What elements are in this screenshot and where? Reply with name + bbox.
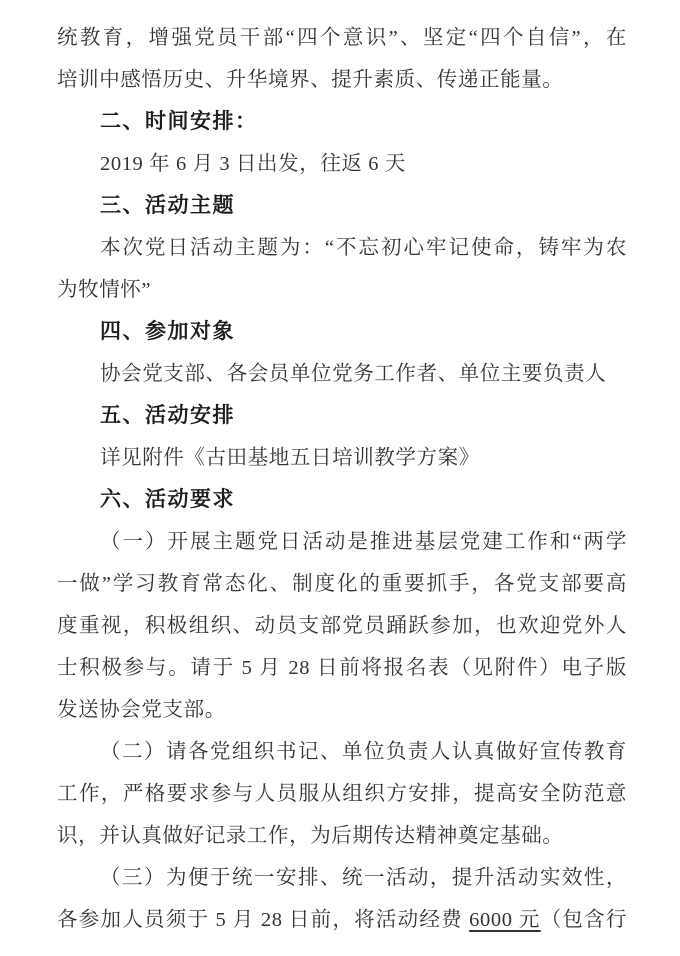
text-segment: 识，并认真做好记录工作，为后期传达精神奠定基础。 [57,825,564,847]
text-line [57,647,627,689]
text-segment: 2019 年 6 月 3 日出发，往返 6 天 [100,153,406,175]
text-segment: 三、活动主题 [100,194,235,217]
text-line [57,227,627,269]
text-line [57,605,627,647]
text-line [57,521,627,563]
text-line [57,773,627,815]
text-segment: （二）请各党组织书记、单位负责人认真做好宣传教育 [100,741,627,763]
text-segment: 统教育，增强党员干部“四个意识”、坚定“四个自信”，在 [57,27,627,49]
text-segment: 详见附件《古田基地五日培训教学方案》 [100,447,480,469]
text-segment: 本次党日活动主题为：“不忘初心牢记使命，铸牢为农 [100,237,627,259]
text-line [57,59,627,101]
text-segment: 为牧情怀” [57,279,152,301]
text-segment: 度重视，积极组织、动员支部党员踊跃参加，也欢迎党外人 [57,615,627,637]
section-heading [57,185,627,227]
text-segment: 四、参加对象 [100,320,235,343]
document-page-content [57,17,627,941]
text-line [57,731,627,773]
text-segment: （包含行 [540,909,627,931]
text-segment: （一）开展主题党日活动是推进基层党建工作和“两学 [100,531,627,553]
text-line [57,899,627,941]
text-line [57,563,627,605]
text-line [57,17,627,59]
text-line [57,143,627,185]
text-line [57,815,627,857]
section-heading [57,101,627,143]
text-line [57,353,627,395]
text-segment: 各参加人员须于 5 月 28 日前，将活动经费 [57,909,470,931]
text-line [57,269,627,311]
text-line [57,689,627,731]
text-segment: 二、时间安排： [100,110,258,133]
underlined-text: 6000 元 [469,909,541,931]
text-segment: 培训中感悟历史、升华境界、提升素质、传递正能量。 [57,69,564,91]
text-segment: 一做”学习教育常态化、制度化的重要抓手，各党支部要高 [57,573,627,595]
section-heading [57,311,627,353]
text-segment: 发送协会党支部。 [57,699,226,721]
text-line [57,437,627,479]
text-line [57,857,627,899]
section-heading [57,395,627,437]
text-segment: 六、活动要求 [100,488,235,511]
text-segment: 工作，严格要求参与人员服从组织方安排，提高安全防范意 [57,783,627,805]
section-heading [57,479,627,521]
text-segment: 五、活动安排 [100,404,235,427]
text-segment: 士积极参与。请于 5 月 28 日前将报名表（见附件）电子版 [57,657,627,679]
text-segment: 协会党支部、各会员单位党务工作者、单位主要负责人 [100,363,607,385]
text-segment: （三）为便于统一安排、统一活动，提升活动实效性， [100,867,627,889]
